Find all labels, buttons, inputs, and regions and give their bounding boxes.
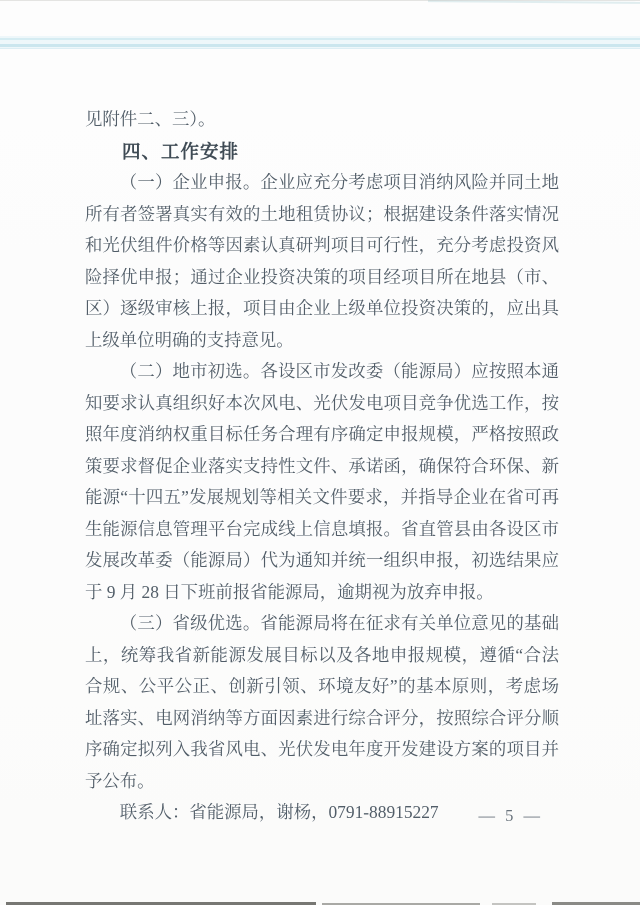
paragraph-enterprise-application: （一）企业申报。企业应充分考虑项目消纳风险并同土地所有者签署真实有效的土地租赁协议；根据建设条件落实情况和光伏组件价格等因素认真研判项目可行性，充分考虑投资风险择优申报；通过企业投资决策的项目经项目所在地县（市、区）逐级审核上报，项目由企业上级单位投资决策的，应出具上级单位明确的支持意见。: [85, 172, 559, 350]
scan-artifact-cyan-line-upper: [0, 38, 640, 40]
paragraph-city-preselection: （二）地市初选。各设区市发改委（能源局）应按照本通知要求认真组织好本次风电、光伏发电项目竞争优选工作，按照年度消纳权重目标任务合理有序确定申报规模，严格按照政策要求督促企业落实支持性文件、承诺函，确保符合环保、新能源“十四五”发展规划等相关文件要求，并指导企业在省可再生能源信息管理平台完成线上信息填报。省直管县由各设区市发展改革委（能源局）代为通知并统一组织申报，初选结果应于 9 月 28 日下班前报省能源局，逾期视为放弃申报。: [85, 361, 559, 602]
paragraph-provincial-selection: （三）省级优选。省能源局将在征求有关单位意见的基础上，统筹我省新能源发展目标以及各地申报规模，遵循“合法合规、公平公正、创新引领、环境友好”的基本原则，考虑场址落实、电网消纳等方面因素进行综合评分，按照综合评分顺序确定拟列入我省风电、光伏发电年度开发建设方案的项目并予公布。: [85, 613, 559, 791]
document-body: [85, 104, 559, 829]
intro-line: 见附件二、三）。: [85, 109, 216, 129]
section-heading-work-arrangement: 四、工作安排: [122, 140, 240, 162]
page-number: — 5 —: [478, 806, 543, 825]
scan-artifact-cyan-line-faint: [0, 48, 640, 49]
contact-line: 联系人：省能源局，谢杨，0791-88915227: [119, 802, 439, 822]
scan-artifact-bottom-edge-shadow: [0, 0, 640, 1]
scan-artifact-cyan-line-lower: [0, 44, 640, 47]
